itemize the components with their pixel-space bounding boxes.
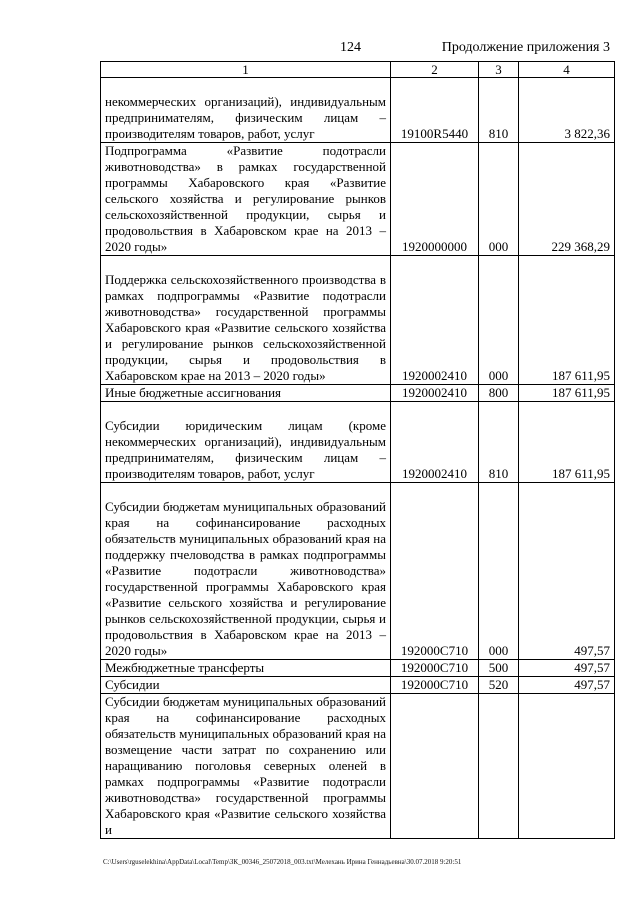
page-number: 124 (340, 40, 361, 55)
row-amount: 497,57 (519, 677, 615, 694)
row-expense-type: 000 (479, 256, 519, 385)
row-code (391, 694, 479, 839)
row-code: 192000С710 (391, 660, 479, 677)
row-amount: 3 822,36 (519, 78, 615, 143)
row-expense-type: 810 (479, 402, 519, 483)
continuation-label: Продолжение приложения 3 (441, 40, 610, 55)
row-expense-type: 520 (479, 677, 519, 694)
row-description: Подпрограмма «Развитие подотрасли животноводства» в рамках государственной программы Хабаровского края «Развитие сельского хозяйства и регулирование рынков сельскохозяйственной продукции, сырья и продовольствия в Хабаровском крае на 2013 – 2020 годы» (101, 143, 391, 256)
row-code: 192000С710 (391, 677, 479, 694)
column-number: 4 (519, 62, 615, 78)
column-number: 3 (479, 62, 519, 78)
table-row (101, 694, 615, 839)
row-amount: 187 611,95 (519, 256, 615, 385)
table-row (101, 402, 615, 483)
row-amount: 187 611,95 (519, 385, 615, 402)
row-amount: 187 611,95 (519, 402, 615, 483)
row-amount (519, 694, 615, 839)
row-code: 1920002410 (391, 402, 479, 483)
row-amount: 229 368,29 (519, 143, 615, 256)
table-row (101, 143, 615, 256)
table-row (101, 78, 615, 143)
file-path-footer: C:\Users\rguselekhina\AppData\Local\Temp\ЗК_00346_25072018_003.txt\Мелехань Ирина Геннадьевна\30.07.2018 9:20:51 (103, 858, 462, 866)
column-number: 2 (391, 62, 479, 78)
row-expense-type: 000 (479, 143, 519, 256)
row-expense-type: 500 (479, 660, 519, 677)
row-code: 1920002410 (391, 256, 479, 385)
row-amount: 497,57 (519, 483, 615, 660)
budget-table (100, 61, 615, 839)
row-code: 1920002410 (391, 385, 479, 402)
row-description: некоммерческих организаций), индивидуальным предпринимателям, физическим лицам – производителям товаров, работ, услуг (101, 78, 391, 143)
row-description: Субсидии бюджетам муниципальных образований края на софинансирование расходных обязательств муниципальных образований края на возмещение части затрат по сохранению или наращиванию поголовья северных оленей в рамках подпрограммы «Развитие подотрасли животноводства» государственной программы Хабаровского края «Развитие сельского хозяйства и (101, 694, 391, 839)
column-number-row (101, 62, 615, 78)
row-description: Поддержка сельскохозяйственного производства в рамках подпрограммы «Развитие подотрасли животноводства» государственной программы Хабаровского края «Развитие сельского хозяйства и регулирование рынков сельскохозяйственной продукции, сырья и продовольствия в Хабаровском крае на 2013 – 2020 годы» (101, 256, 391, 385)
row-description: Межбюджетные трансферты (101, 660, 391, 677)
row-expense-type: 810 (479, 78, 519, 143)
row-expense-type (479, 694, 519, 839)
row-code: 192000С710 (391, 483, 479, 660)
row-amount: 497,57 (519, 660, 615, 677)
table-row (101, 256, 615, 385)
table-row (101, 385, 615, 402)
row-code: 19100R5440 (391, 78, 479, 143)
row-description: Субсидии юридическим лицам (кроме некоммерческих организаций), индивидуальным предпринимателям, физическим лицам – производителям товаров, работ, услуг (101, 402, 391, 483)
row-description: Иные бюджетные ассигнования (101, 385, 391, 402)
table-row (101, 660, 615, 677)
row-description: Субсидии бюджетам муниципальных образований края на софинансирование расходных обязательств муниципальных образований края на поддержку пчеловодства в рамках подпрограммы «Развитие подотрасли животноводства» государственной программы Хабаровского края «Развитие сельского хозяйства и регулирование рынков сельскохозяйственной продукции, сырья и продовольствия в Хабаровском крае на 2013 – 2020 годы» (101, 483, 391, 660)
column-number: 1 (101, 62, 391, 78)
row-code: 1920000000 (391, 143, 479, 256)
row-description: Субсидии (101, 677, 391, 694)
row-expense-type: 800 (479, 385, 519, 402)
table-row (101, 677, 615, 694)
row-expense-type: 000 (479, 483, 519, 660)
table-row (101, 483, 615, 660)
